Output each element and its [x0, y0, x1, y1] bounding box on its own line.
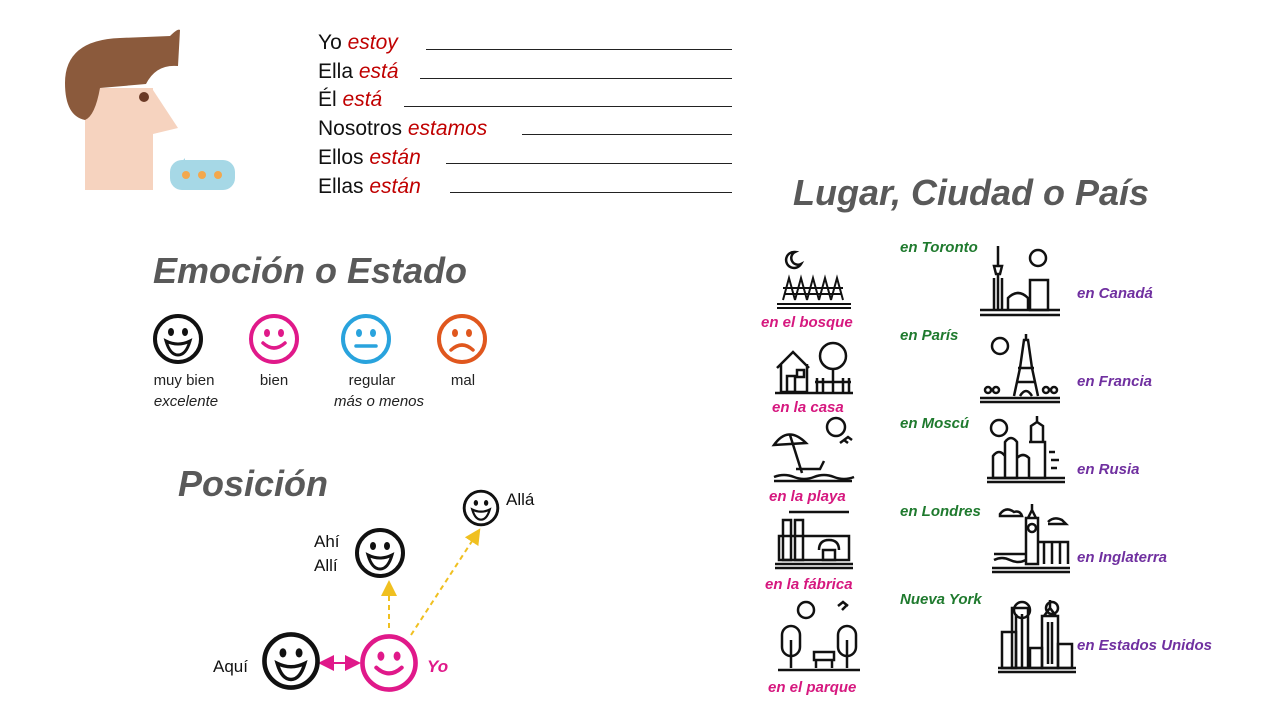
park-icon	[778, 600, 860, 676]
house-icon	[775, 340, 853, 396]
pronoun: Ellos	[318, 146, 364, 169]
location-label: en el parque	[768, 679, 857, 696]
country-label: en Francia	[1077, 373, 1153, 390]
alla-face-icon	[462, 489, 500, 527]
pronoun: Ellas	[318, 175, 364, 198]
yo-label: Yo	[427, 657, 449, 676]
emotion-label: mal	[450, 372, 476, 389]
factory-icon	[775, 510, 853, 570]
verb-form: está	[358, 60, 399, 83]
aqui-label: Aquí	[213, 657, 248, 676]
pronoun: Él	[318, 88, 337, 111]
location-label: en la playa	[769, 488, 846, 505]
country-label: en Canadá	[1077, 285, 1153, 302]
verb-form: está	[342, 88, 383, 111]
pronoun: Ella	[318, 60, 354, 83]
alli-label: Allí	[314, 556, 338, 575]
position-title: Posición	[178, 463, 329, 504]
ahi-label: Ahí	[314, 532, 340, 551]
city-label: en París	[900, 327, 959, 344]
location-label: en la fábrica	[765, 576, 853, 593]
beach-icon	[772, 415, 854, 485]
city-label: Nueva York	[900, 591, 982, 608]
eiffel-tower-icon	[980, 332, 1062, 404]
pronoun: Yo	[318, 31, 342, 54]
alla-label: Allá	[506, 490, 535, 509]
emotion-label: bien	[259, 372, 289, 389]
verb-form: estoy	[347, 31, 398, 54]
verb-form: están	[369, 175, 421, 198]
emotion-title: Emoción o Estado	[153, 250, 468, 291]
verb-form: estamos	[407, 117, 488, 140]
pronoun: Nosotros	[318, 117, 403, 140]
forest-icon	[775, 248, 853, 312]
emotion-label: regular	[348, 372, 396, 389]
verb-form: están	[369, 146, 421, 169]
location-label: en el bosque	[761, 314, 853, 331]
emotion-sublabel: excelente	[153, 393, 219, 410]
country-label: en Rusia	[1077, 461, 1140, 478]
big-ben-icon	[992, 502, 1072, 576]
yo-face-icon	[359, 633, 419, 693]
location-label: en la casa	[772, 399, 844, 416]
country-label: en Estados Unidos	[1077, 637, 1213, 654]
kremlin-icon	[985, 412, 1067, 486]
ahi-face-icon	[354, 527, 406, 579]
city-label: en Moscú	[900, 415, 970, 432]
emotion-label: muy bien	[153, 372, 215, 389]
emotion-sublabel: más o menos	[333, 393, 425, 410]
places-title: Lugar, Ciudad o País	[793, 172, 1150, 213]
new-york-skyline-icon	[998, 598, 1078, 674]
city-label: en Londres	[900, 503, 981, 520]
city-label: en Toronto	[900, 239, 978, 256]
country-label: en Inglaterra	[1077, 549, 1168, 566]
toronto-skyline-icon	[980, 244, 1062, 318]
aqui-face-icon	[261, 631, 321, 691]
